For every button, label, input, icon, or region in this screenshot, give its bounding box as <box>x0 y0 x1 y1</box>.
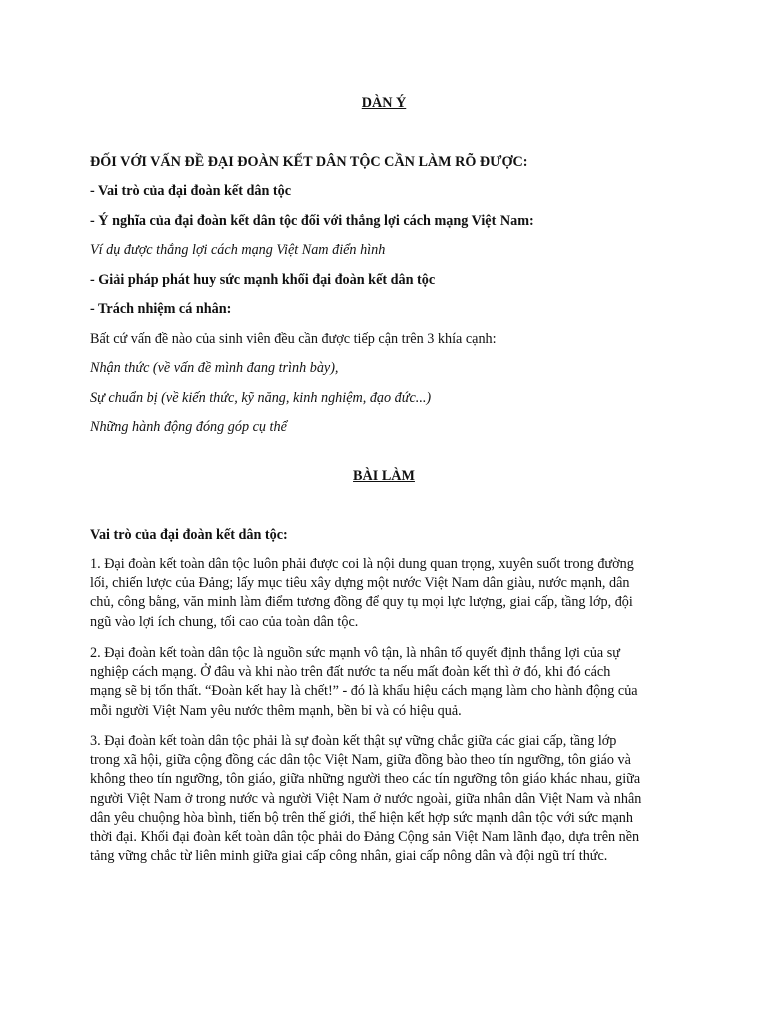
outline-item-responsibility: - Trách nhiệm cá nhân: <box>90 301 232 317</box>
outline-item-solution: - Giải pháp phát huy sức mạnh khối đại đoàn kết dân tộc <box>90 272 436 288</box>
outline-item-approach: Bất cứ vấn đề nào của sinh viên đều cần được tiếp cận trên 3 khía cạnh: <box>90 331 497 347</box>
paragraph-line: dân yêu chuộng hòa bình, tiến bộ trên thế giới, thể hiện kết hợp sức mạnh dân tộc với sức mạnh <box>90 809 633 826</box>
paragraph-line: mạng sẽ bị tổn thất. “Đoàn kết hay là chết!” - đó là khẩu hiệu cách mạng làm cho hành động của <box>90 683 638 700</box>
paragraph-line: người Việt Nam ở trong nước và người Việt Nam ở nước ngoài, giữa nhân dân Việt Nam và nhân <box>90 790 642 807</box>
outline-item-preparation: Sự chuẩn bị (về kiến thức, kỹ năng, kinh nghiệm, đạo đức...) <box>90 390 432 406</box>
paragraph-line: 3. Đại đoàn kết toàn dân tộc phải là sự đoàn kết thật sự vững chắc giữa các giai cấp, tầng lớp <box>90 733 617 749</box>
outline-item-example: Ví dụ được thắng lợi cách mạng Việt Nam điển hình <box>90 242 386 258</box>
outline-title: DÀN Ý <box>361 95 407 111</box>
essay-paragraph-2 <box>90 644 680 721</box>
paragraph-line: tảng vững chắc từ liên minh giữa giai cấp công nhân, giai cấp nông dân và đội ngũ trí thức. <box>90 848 608 865</box>
paragraph-line: nghiệp cách mạng. Ở đâu và khi nào trên đất nước ta nếu mất đoàn kết thì ở đó, khi đó cách <box>90 664 611 681</box>
paragraph-line: trong xã hội, giữa cộng đồng các dân tộc Việt Nam, giữa đồng bào theo tín ngưỡng, tôn giáo và <box>90 752 631 769</box>
paragraph-line: 1. Đại đoàn kết toàn dân tộc luôn phải được coi là nội dung quan trọng, xuyên suốt trong đường <box>90 556 634 572</box>
paragraph-line: không theo tín ngưỡng, tôn giáo, giữa những người theo các tín ngưỡng tôn giáo khác nhau, giữa <box>90 771 641 788</box>
paragraph-line: ngũ vào lợi ích chung, tối cao của toàn dân tộc. <box>90 613 359 630</box>
essay-title: BÀI LÀM <box>353 468 415 484</box>
outline-item-awareness: Nhận thức (về vấn đề mình đang trình bày), <box>90 360 339 376</box>
outline-item-actions: Những hành động đóng góp cụ thể <box>90 419 287 435</box>
paragraph-line: mỗi người Việt Nam yêu nước thêm mạnh, bền bỉ và có hiệu quả. <box>90 702 462 719</box>
outline-heading: ĐỐI VỚI VẤN ĐỀ ĐẠI ĐOÀN KẾT DÂN TỘC CẦN LÀM RÕ ĐƯỢC: <box>90 154 528 170</box>
essay-heading: Vai trò của đại đoàn kết dân tộc: <box>90 527 288 543</box>
paragraph-line: 2. Đại đoàn kết toàn dân tộc là nguồn sức mạnh vô tận, là nhân tố quyết định thắng lợi của sự <box>90 645 620 661</box>
paragraph-line: chủ, công bằng, văn minh làm điểm tương đồng để quy tụ mọi lực lượng, giai cấp, tầng lớp, đội <box>90 594 633 611</box>
paragraph-line: lối, chiến lược của Đảng; lấy mục tiêu xây dựng một nước Việt Nam dân giàu, nước mạnh, dân <box>90 575 630 592</box>
essay-paragraph-1 <box>90 555 680 632</box>
paragraph-line: thời đại. Khối đại đoàn kết toàn dân tộc phải do Đảng Cộng sản Việt Nam lãnh đạo, dựa trên nền <box>90 829 640 846</box>
outline-item-role: - Vai trò của đại đoàn kết dân tộc <box>90 183 292 199</box>
outline-item-meaning: - Ý nghĩa của đại đoàn kết dân tộc đối với thắng lợi cách mạng Việt Nam: <box>90 213 534 229</box>
essay-paragraph-3 <box>90 732 680 866</box>
